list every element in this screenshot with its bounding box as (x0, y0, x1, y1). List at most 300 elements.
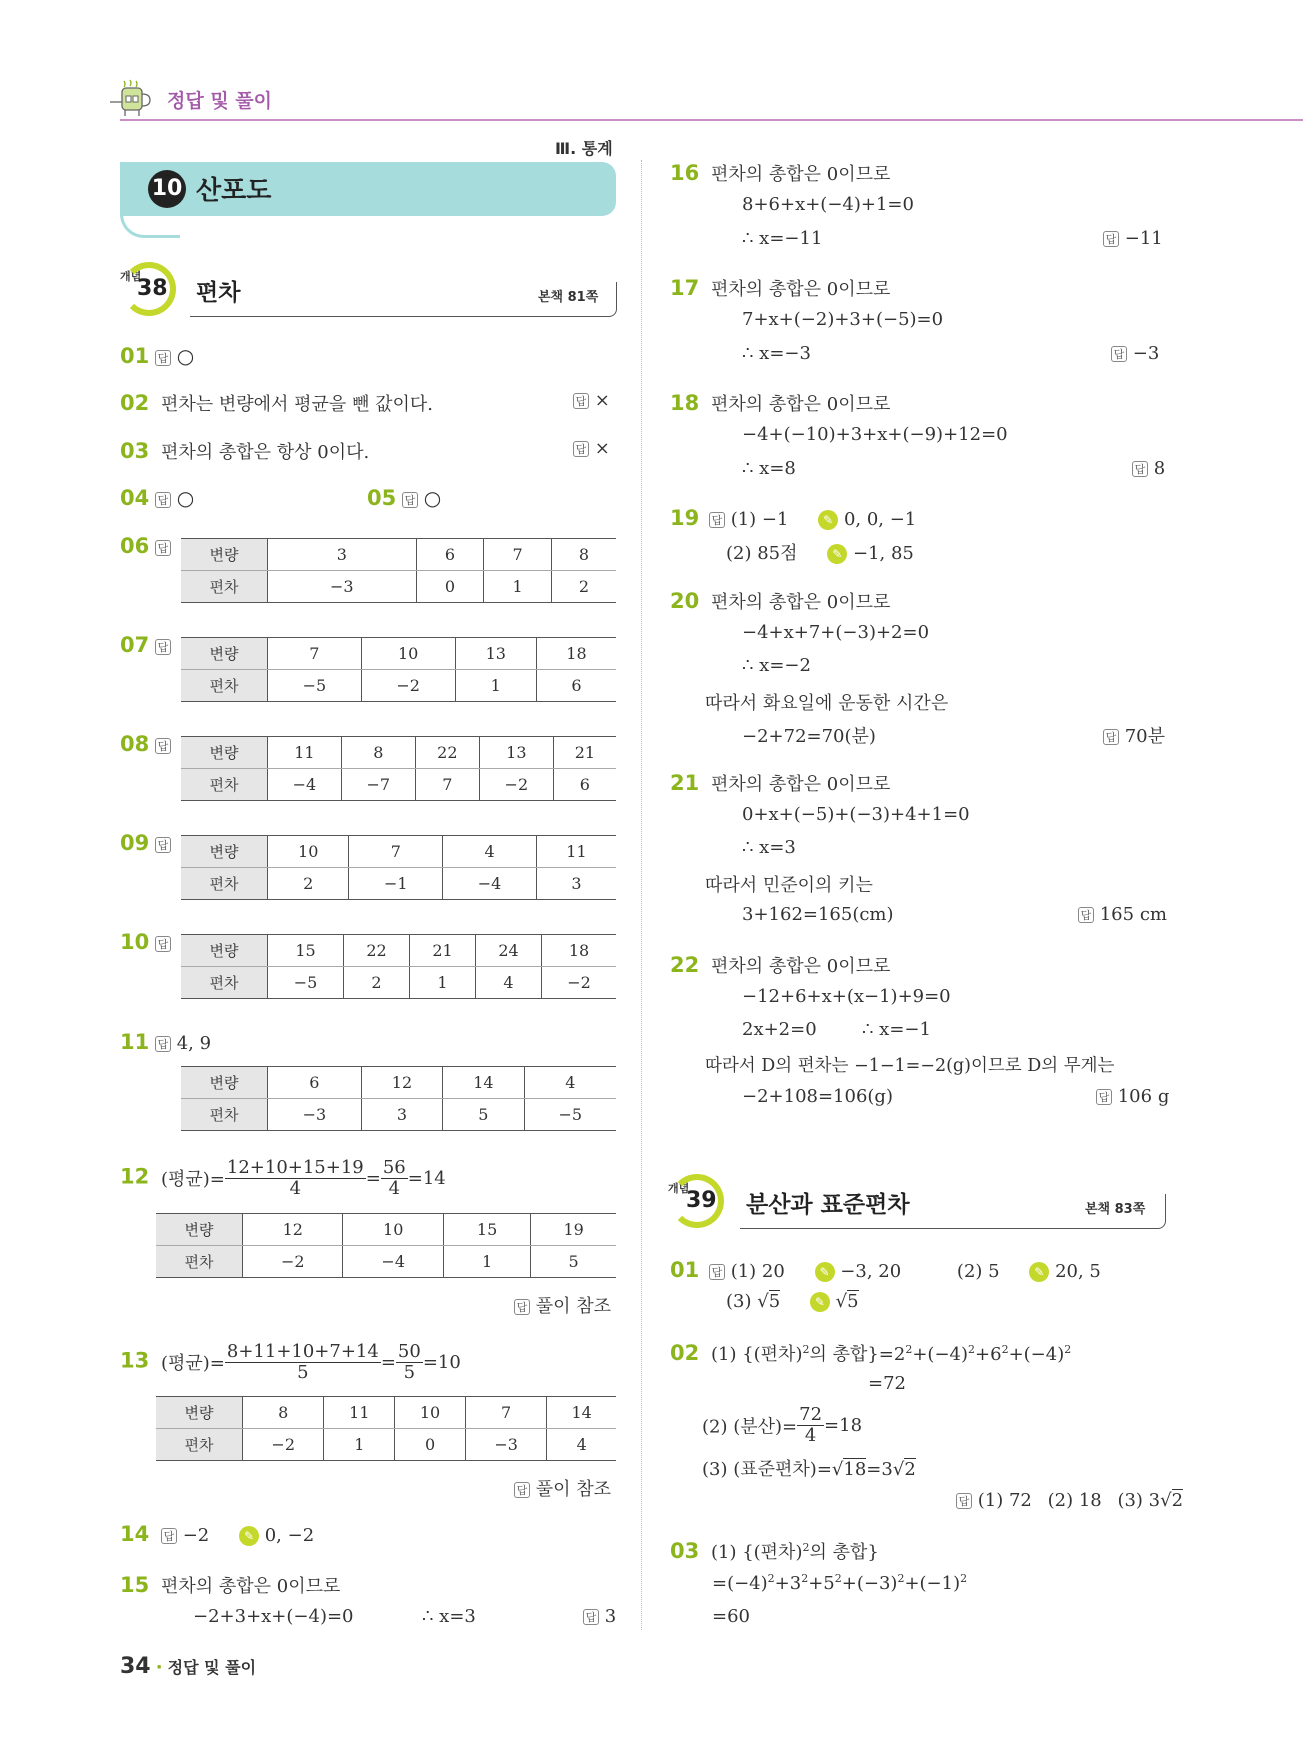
q15-number: 15 (120, 1573, 150, 1597)
q22-number: 22 (670, 953, 700, 977)
answer-icon: 답 (1111, 346, 1127, 362)
frac-num: 12+10+15+19 (226, 1157, 364, 1178)
cell: 8 (341, 737, 415, 769)
q21-line1: 편차의 총합은 0이므로 (710, 774, 891, 795)
q16-answer-box (1103, 228, 1163, 249)
q04-item (120, 486, 194, 510)
q12-line (120, 1158, 446, 1199)
cell: 10 (343, 1214, 443, 1246)
q05-number: 05 (367, 486, 397, 510)
q11-answer: 4, 9 (176, 1033, 212, 1054)
sup: 2 (1001, 1343, 1009, 1356)
c01-number: 01 (670, 1258, 700, 1282)
answer-icon: 답 (573, 441, 589, 457)
concept38-label: 개념 (120, 270, 142, 283)
q21-answer: 165 cm (1099, 904, 1167, 925)
row-header-var: 변량 (181, 638, 268, 670)
q18-number: 18 (670, 391, 700, 415)
cell: 7 (268, 638, 362, 670)
c02-line3 (702, 1405, 862, 1446)
row-header-dev: 편차 (181, 1099, 268, 1131)
c03-l2b: +3 (774, 1573, 802, 1594)
sup: 2 (897, 1572, 905, 1585)
cell: 1 (410, 967, 476, 999)
q22-line4: 따라서 D의 편차는 −1−1=−2(g)이므로 D의 무게는 (705, 1056, 1115, 1076)
cell: 0 (416, 571, 484, 603)
cell: 15 (268, 935, 344, 967)
c01-work1: −3, 20 (840, 1261, 902, 1282)
sup: 2 (834, 1572, 842, 1585)
q02-text: 편차는 변량에서 평균을 뺀 값이다. (160, 394, 434, 415)
q17-line3: ∴ x=−3 (742, 343, 811, 364)
cell: 4 (524, 1067, 616, 1099)
cell: 22 (415, 737, 479, 769)
c02-l1b: 의 총합}=2 (809, 1344, 906, 1365)
chapter-banner-curve (120, 210, 180, 238)
q06-label (120, 534, 171, 558)
cell: 0 (395, 1429, 466, 1461)
header-rule (120, 119, 1303, 121)
q12-number: 12 (120, 1164, 150, 1189)
pencil-icon: ✎ (818, 510, 838, 530)
cell: 5 (531, 1246, 616, 1278)
c03-l2d: +(−3) (841, 1573, 898, 1594)
pencil-icon: ✎ (1029, 1262, 1049, 1282)
answer-icon: 답 (155, 837, 171, 853)
q04-answer: ○ (176, 486, 195, 510)
cell: 1 (443, 1246, 530, 1278)
q10-label (120, 930, 171, 954)
cell: −5 (268, 670, 362, 702)
cell: −3 (268, 1099, 362, 1131)
c03-l3: =60 (712, 1606, 750, 1627)
cell: −2 (361, 670, 455, 702)
q22-line2: −12+6+x+(x−1)+9=0 (742, 986, 951, 1007)
answer-icon: 답 (402, 492, 418, 508)
q19-answer2: (2) 85점 (726, 543, 798, 564)
concept39-title: 분산과 표준편차 (746, 1192, 910, 1218)
c01-work2: 20, 5 (1055, 1261, 1101, 1282)
header-mascot-icon (110, 78, 162, 118)
q09-table (181, 835, 616, 900)
sup: 2 (801, 1572, 809, 1585)
cell: 24 (476, 935, 542, 967)
frac-num: 56 (382, 1157, 406, 1178)
pencil-icon: ✎ (810, 1292, 830, 1312)
c03-l1b: 의 총합} (809, 1542, 879, 1563)
q21-answer-box (1078, 904, 1167, 925)
cell: 2 (344, 967, 410, 999)
q12-table (156, 1213, 616, 1278)
frac-den: 4 (804, 1424, 817, 1446)
c02-ans1: (1) 72 (977, 1490, 1032, 1511)
q21-item (670, 770, 890, 796)
row-header-dev: 편차 (181, 670, 268, 702)
c02-line1 (670, 1340, 1071, 1366)
cell: −5 (524, 1099, 616, 1131)
q13-frac1 (225, 1342, 381, 1383)
chapter-banner (120, 162, 616, 216)
q09-label (120, 831, 171, 855)
frac-den: 5 (297, 1361, 309, 1383)
q15-answer-box (583, 1606, 616, 1627)
sup: 2 (802, 1541, 810, 1554)
cell: −5 (268, 967, 344, 999)
q13-result: =10 (422, 1351, 461, 1373)
q19-item (670, 506, 916, 530)
q12-ref (514, 1292, 611, 1318)
q18-answer: 8 (1153, 458, 1166, 479)
q20-answer: 70분 (1124, 726, 1166, 747)
c01-answer2: (2) 5 (956, 1261, 1000, 1282)
c02-l2: =72 (868, 1373, 906, 1394)
answer-icon: 답 (155, 350, 171, 366)
q14-number: 14 (120, 1522, 150, 1546)
cell: 15 (443, 1214, 530, 1246)
answer-icon: 답 (573, 393, 589, 409)
q12-frac1 (225, 1158, 366, 1199)
q16-line1: 편차의 총합은 0이므로 (710, 164, 891, 185)
column-divider (641, 160, 642, 1630)
c03-l2c: +5 (808, 1573, 835, 1594)
cell: 11 (268, 737, 342, 769)
sup: 2 (802, 1343, 810, 1356)
cell: 7 (484, 539, 552, 571)
answer-icon: 답 (1096, 1089, 1112, 1105)
cell: 6 (536, 670, 616, 702)
chapter-tag: Ⅲ. 통계 (555, 139, 613, 158)
row-header-var: 변량 (181, 1067, 268, 1099)
eq: = (365, 1167, 381, 1189)
row-header-var: 변량 (181, 836, 268, 868)
q08-table (181, 736, 616, 801)
cell: −3 (465, 1429, 546, 1461)
cell: 12 (361, 1067, 442, 1099)
frac-num: 50 (397, 1341, 421, 1362)
cell: 3 (361, 1099, 442, 1131)
cell: 12 (243, 1214, 343, 1246)
q05-answer: ○ (423, 486, 442, 510)
q19-answer1: (1) −1 (730, 509, 789, 530)
answer-icon: 답 (155, 1036, 171, 1052)
cell: −2 (479, 769, 553, 801)
c03-l2a: =(−4) (712, 1573, 768, 1594)
answer-icon: 답 (583, 1609, 599, 1625)
q01-answer: ○ (176, 344, 195, 368)
q22-answer-box (1096, 1086, 1169, 1107)
c03-line2 (712, 1572, 967, 1594)
row-header-var: 변량 (156, 1397, 243, 1429)
q20-number: 20 (670, 589, 700, 613)
cell: −1 (349, 868, 443, 900)
answer-icon: 답 (155, 540, 171, 556)
q15-item (120, 1572, 340, 1598)
q07-table (181, 637, 616, 702)
q10-table (181, 934, 616, 999)
frac-num: 8+11+10+7+14 (226, 1341, 379, 1362)
q16-answer: −11 (1124, 228, 1163, 249)
answer-icon: 답 (956, 1493, 972, 1509)
chapter-title: 산포도 (196, 176, 272, 206)
q15-answer: 3 (604, 1606, 617, 1627)
c01-work3: 5 (847, 1291, 859, 1312)
row-header-dev: 편차 (181, 769, 268, 801)
q19-line2 (726, 539, 914, 565)
row-header-var: 변량 (181, 737, 268, 769)
c02-answer-box: 답 (1) 72 (2) 18 (3) 3√2 (956, 1490, 1183, 1511)
c02-ans3r: 2 (1171, 1490, 1184, 1511)
frac-den: 4 (388, 1177, 401, 1199)
q13-frac2 (396, 1342, 423, 1383)
q03-number: 03 (120, 439, 150, 463)
q20-line1: 편차의 총합은 0이므로 (710, 592, 891, 613)
q09-number: 09 (120, 831, 150, 855)
c01-item (670, 1258, 1101, 1282)
cell: 21 (410, 935, 476, 967)
cell: 13 (479, 737, 553, 769)
q20-item (670, 588, 890, 614)
frac-num: 72 (799, 1404, 823, 1425)
q13-table (156, 1396, 616, 1461)
cell: 7 (465, 1397, 546, 1429)
concept39-bracket (740, 1194, 1166, 1229)
c01-line2: (3) √5 ✎ √5 (726, 1291, 859, 1312)
q21-line2: 0+x+(−5)+(−3)+4+1=0 (742, 804, 970, 825)
cell: 2 (551, 571, 616, 603)
q10-number: 10 (120, 930, 150, 954)
sup: 2 (767, 1572, 775, 1585)
q14-work: 0, −2 (264, 1525, 315, 1546)
q22-answer: 106 g (1117, 1086, 1170, 1107)
c02-l3b: =18 (824, 1414, 863, 1436)
cell: −4 (343, 1246, 443, 1278)
cell: 13 (455, 638, 536, 670)
q13-line (120, 1342, 461, 1383)
header-title: 정답 및 풀이 (167, 90, 272, 112)
q07-label (120, 633, 171, 657)
q17-answer: −3 (1132, 343, 1160, 364)
cell: −7 (341, 769, 415, 801)
q20-answer-box (1103, 722, 1165, 748)
c02-frac (797, 1405, 824, 1446)
sup: 2 (960, 1572, 968, 1585)
cell: 1 (484, 571, 552, 603)
concept38-ref: 본책 81쪽 (538, 290, 599, 305)
q22-line3a: 2x+2=0 (742, 1019, 817, 1040)
cell: 6 (268, 1067, 362, 1099)
pencil-icon: ✎ (827, 544, 847, 564)
c03-number: 03 (670, 1539, 700, 1563)
q16-line3: ∴ x=−11 (742, 228, 823, 249)
cell: 21 (553, 737, 616, 769)
q05-item (367, 486, 441, 510)
q20-line2: −4+x+7+(−3)+2=0 (742, 622, 930, 643)
pencil-icon: ✎ (239, 1526, 259, 1546)
c02-number: 02 (670, 1341, 700, 1365)
q18-line3: ∴ x=8 (742, 458, 796, 479)
cell: 3 (536, 868, 616, 900)
answer-icon: 답 (1132, 461, 1148, 477)
q11-label (120, 1030, 211, 1054)
answer-icon: 답 (155, 639, 171, 655)
q12-lhs: (평균)= (160, 1169, 225, 1191)
footer-text: 정답 및 풀이 (167, 1658, 257, 1677)
concept39-label: 개념 (668, 1182, 690, 1195)
c02-l4a: (3) (표준편차)= (702, 1459, 832, 1480)
q19-work1: 0, 0, −1 (843, 509, 917, 530)
c03-line1 (670, 1538, 879, 1564)
q06-number: 06 (120, 534, 150, 558)
concept38-title: 편차 (196, 280, 241, 306)
q08-label (120, 732, 171, 756)
cell: 2 (268, 868, 349, 900)
q21-line4: 따라서 민준이의 키는 (705, 875, 873, 896)
q13-lhs: (평균)= (160, 1353, 225, 1375)
q03-text: 편차의 총합은 항상 0이다. (160, 442, 370, 463)
footer-dot: · (155, 1657, 163, 1678)
q22-item (670, 952, 890, 978)
q02-number: 02 (120, 391, 150, 415)
row-header-dev: 편차 (181, 967, 268, 999)
q16-line2: 8+6+x+(−4)+1=0 (742, 194, 914, 215)
cell: −2 (243, 1429, 324, 1461)
q17-line1: 편차의 총합은 0이므로 (710, 279, 891, 300)
cell: 3 (268, 539, 417, 571)
cell: 5 (443, 1099, 524, 1131)
frac-den: 5 (403, 1361, 416, 1383)
q22-line1: 편차의 총합은 0이므로 (710, 956, 891, 977)
q14-item (120, 1522, 314, 1546)
q17-line2: 7+x+(−2)+3+(−5)=0 (742, 309, 944, 330)
q19-number: 19 (670, 506, 700, 530)
answer-icon: 답 (1103, 231, 1119, 247)
answer-icon: 답 (709, 1264, 725, 1280)
c02-ans2: (2) 18 (1047, 1490, 1102, 1511)
q20-line5: −2+72=70(분) (742, 726, 876, 747)
q15-line3: ∴ x=3 (422, 1606, 476, 1627)
cell: 4 (476, 967, 542, 999)
row-header-dev: 편차 (181, 571, 268, 603)
q21-line3: ∴ x=3 (742, 837, 796, 858)
cell: 1 (324, 1429, 395, 1461)
c02-l1c: +(−4) (912, 1344, 969, 1365)
q18-line2: −4+(−10)+3+x+(−9)+12=0 (742, 424, 1008, 445)
answer-icon: 답 (155, 738, 171, 754)
answer-icon: 답 (514, 1482, 530, 1498)
cell: 7 (349, 836, 443, 868)
q16-item (670, 160, 890, 186)
c02-l4b: =3 (866, 1459, 893, 1480)
q11-number: 11 (120, 1030, 150, 1054)
q02-answer: × (594, 390, 610, 411)
q14-answer: −2 (182, 1525, 210, 1546)
row-header-var: 변량 (181, 539, 268, 571)
row-header-var: 변량 (156, 1214, 243, 1246)
q13-ref-text: 풀이 참조 (535, 1479, 612, 1500)
q18-line1: 편차의 총합은 0이므로 (710, 394, 891, 415)
cell: −4 (443, 868, 537, 900)
cell: 4 (443, 836, 537, 868)
c02-line4: (3) (표준편차)=√18=3√2 (702, 1459, 916, 1480)
row-header-var: 변량 (181, 935, 268, 967)
cell: 14 (443, 1067, 524, 1099)
cell: 6 (553, 769, 616, 801)
c02-l1e: +(−4) (1008, 1344, 1065, 1365)
cell: 11 (536, 836, 616, 868)
q03-item (120, 438, 369, 464)
cell: 6 (416, 539, 484, 571)
sup: 2 (968, 1343, 976, 1356)
answer-icon: 답 (155, 936, 171, 952)
row-header-dev: 편차 (156, 1429, 243, 1461)
cell: 22 (344, 935, 410, 967)
cell: 10 (361, 638, 455, 670)
q16-number: 16 (670, 161, 700, 185)
c02-l3a: (2) (분산)= (702, 1416, 798, 1438)
q02-answer-box (573, 390, 610, 411)
concept38-number: 38 (137, 276, 168, 301)
answer-icon: 답 (161, 1528, 177, 1544)
q15-line1: 편차의 총합은 0이므로 (160, 1576, 341, 1597)
q20-line3: ∴ x=−2 (742, 655, 811, 676)
c01-answer3-radicand: 5 (768, 1291, 781, 1312)
chapter-number-badge: 10 (148, 170, 186, 208)
q21-line5: 3+162=165(cm) (742, 904, 894, 925)
q08-number: 08 (120, 732, 150, 756)
cell: −4 (268, 769, 342, 801)
q17-answer-box (1111, 343, 1159, 364)
q18-answer-box (1132, 458, 1165, 479)
cell: 18 (536, 638, 616, 670)
q21-number: 21 (670, 771, 700, 795)
c01-answer1: (1) 20 (730, 1261, 785, 1282)
cell: 8 (551, 539, 616, 571)
c02-l1d: +6 (975, 1344, 1002, 1365)
cell: 11 (324, 1397, 395, 1429)
cell: 7 (415, 769, 479, 801)
concept39-ref: 본책 83쪽 (1085, 1202, 1146, 1217)
q02-item (120, 390, 433, 416)
answer-icon: 답 (1103, 729, 1119, 745)
sup: 2 (905, 1343, 913, 1356)
q20-line4: 따라서 화요일에 운동한 시간은 (705, 693, 949, 714)
answer-icon: 답 (1078, 907, 1094, 923)
cell: 18 (542, 935, 617, 967)
q07-number: 07 (120, 633, 150, 657)
q19-work2: −1, 85 (852, 543, 914, 564)
q12-result: =14 (407, 1167, 446, 1189)
q01-number: 01 (120, 344, 150, 368)
q13-ref (514, 1475, 611, 1501)
c02-ans3: (3) 3 (1117, 1490, 1161, 1511)
frac-den: 4 (289, 1177, 302, 1199)
c03-l2e: +(−1) (904, 1573, 961, 1594)
cell: 10 (268, 836, 349, 868)
cell: 14 (547, 1397, 616, 1429)
eq: = (380, 1351, 396, 1373)
page-number: 34 (120, 1654, 151, 1679)
q22-line5: −2+108=106(g) (742, 1086, 893, 1107)
answer-icon: 답 (709, 512, 725, 528)
q12-frac2 (381, 1158, 408, 1199)
q12-ref-text: 풀이 참조 (535, 1296, 612, 1317)
q04-number: 04 (120, 486, 150, 510)
cell: 4 (547, 1429, 616, 1461)
c01-answer3: (3) (726, 1291, 758, 1312)
c02-l4r: 18 (843, 1459, 867, 1480)
q01-item (120, 344, 194, 368)
cell: −3 (268, 571, 417, 603)
